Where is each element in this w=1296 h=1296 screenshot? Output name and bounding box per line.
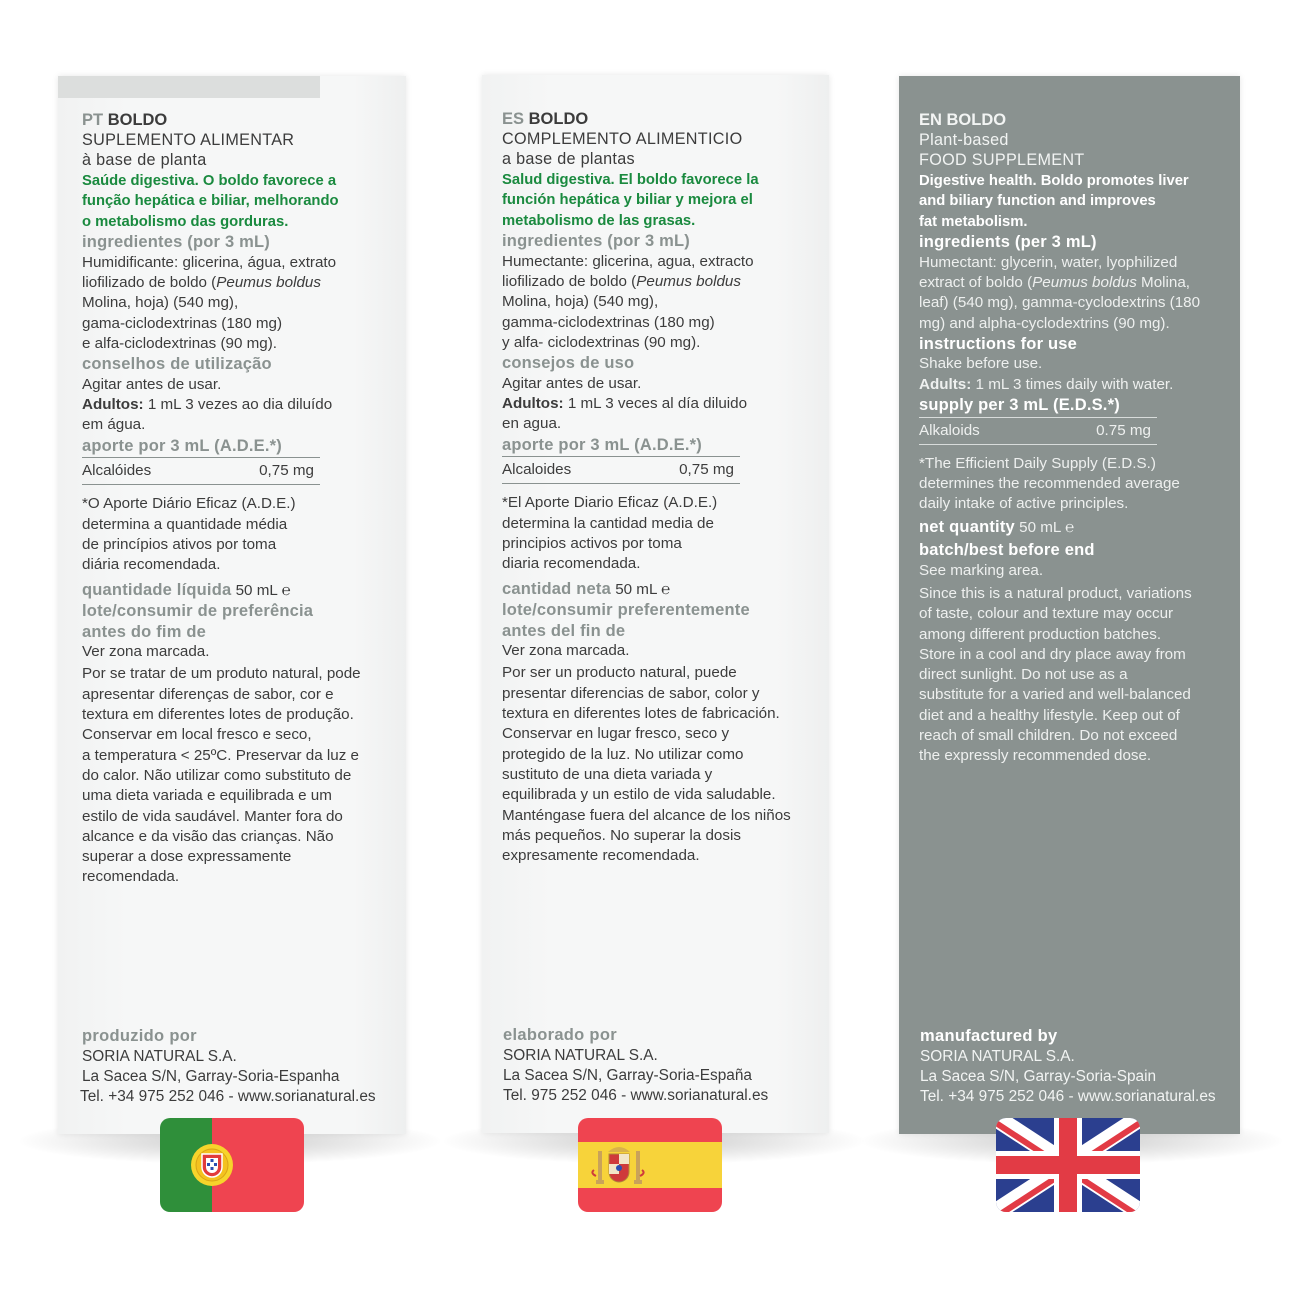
language-code: PT (82, 111, 104, 129)
note-line: *The Efficient Daily Supply (E.D.S.) (919, 454, 1156, 472)
product-subcategory: à base de planta (82, 151, 207, 170)
warning-line: Since this is a natural product, variations (919, 584, 1192, 602)
portugal-flag (160, 1118, 304, 1212)
warning-line: sustituto de una dieta variada y (502, 765, 713, 783)
net-quantity-label: net quantity (919, 517, 1015, 536)
manufacturer-name: SORIA NATURAL S.A. (503, 1046, 658, 1064)
supply-heading: supply per 3 mL (E.D.S.*) (919, 396, 1120, 414)
note-line: determina la cantidad media de (502, 514, 714, 532)
ingredients-heading: ingredientes (por 3 mL) (502, 232, 690, 251)
batch-heading-line: antes do fim de (82, 622, 207, 641)
note-line: *El Aporte Diario Eficaz (A.D.E.) (502, 494, 718, 512)
warning-line: of taste, colour and texture may occur (919, 605, 1174, 623)
manufacturer-contact: Tel. 975 252 046 - www.sorianatural.es (503, 1087, 769, 1104)
usage-line: en agua. (502, 415, 562, 433)
warning-line: estilo de vida saudável. Manter fora do (82, 807, 343, 825)
ingredients-heading: ingredientes (por 3 mL) (82, 233, 270, 252)
label-panel-en (899, 76, 1240, 1134)
adults-dose: 1 mL 3 times daily with water. (971, 375, 1174, 393)
note-line: determina a quantidade média (82, 515, 288, 533)
warning-text (502, 663, 815, 866)
warning-line: Conservar en lugar fresco, seco y (502, 725, 730, 743)
supply-heading: aporte por 3 mL (A.D.E.*) (502, 435, 702, 454)
product-title (502, 109, 815, 129)
batch-heading (919, 540, 1230, 561)
usage-text (82, 375, 392, 436)
warning-line: alcance e da visão das crianças. Não (82, 827, 334, 845)
product-name: BOLDO (528, 110, 589, 128)
adults-label: Adults: (919, 375, 972, 393)
batch-heading (82, 601, 392, 642)
panel-content (919, 110, 1230, 767)
net-quantity (502, 579, 815, 600)
manufacturer-name: SORIA NATURAL S.A. (82, 1047, 237, 1065)
ingredients-line: gamma-ciclodextrinas (180 mg) (502, 313, 715, 331)
claim-line: metabolismo de las grasas. (502, 212, 696, 229)
health-claim (919, 171, 1230, 232)
adults-label: Adultos: (502, 395, 564, 412)
batch-text: See marking area. (919, 561, 1044, 579)
claim-line: Salud digestiva. El boldo favorece la (502, 171, 759, 188)
note-line: diária recomendada. (82, 556, 221, 574)
usage-line (502, 394, 815, 414)
ingredients-text (919, 253, 1230, 334)
spain-flag (578, 1118, 722, 1212)
warning-line: textura em diferentes lotes de produção. (82, 706, 354, 724)
ingredients-line: extract of boldo (Peumus boldus Molina, (919, 273, 1191, 291)
ingredients-line: Molina, hoja) (540 mg), (502, 293, 659, 311)
ingredients-line: leaf) (540 mg), gamma-cyclodextrins (180 (919, 294, 1201, 312)
panel-content (502, 109, 815, 866)
claim-line: Digestive health. Boldo promotes liver (919, 172, 1189, 189)
ingredients-line: liofilizado de boldo (Peumus boldus (82, 273, 321, 291)
supply-table (919, 417, 1157, 445)
ingredients-line: Humectant: glycerin, water, lyophilized (919, 253, 1178, 271)
batch-heading-line: batch/best before end (919, 541, 1095, 560)
supply-table (502, 456, 740, 484)
claim-line: função hepática e biliar, melhorando (82, 193, 339, 210)
usage-heading: instructions for use (919, 334, 1078, 353)
label-panel-es (482, 75, 829, 1133)
ingredients-text (82, 253, 392, 354)
ingredients-heading: ingredients (per 3 mL) (919, 233, 1097, 252)
manufacturer-name: SORIA NATURAL S.A. (920, 1047, 1075, 1065)
ingredients-line: Molina, hoja) (540 mg), (82, 294, 239, 312)
manufacturer-heading: manufactured by (920, 1027, 1058, 1045)
ingredients-text (502, 252, 815, 353)
warning-line: among different production batches. (919, 625, 1162, 643)
product-name: BOLDO (946, 111, 1007, 129)
panel-content (82, 110, 392, 888)
adults-dose: 1 mL 3 vezes ao dia diluído (143, 396, 333, 413)
manufacturer-block (503, 1025, 821, 1106)
usage-line (919, 375, 1230, 395)
product-category: COMPLEMENTO ALIMENTICIO (502, 130, 743, 148)
batch-heading-line: antes del fin de (502, 621, 626, 640)
ingredients-line: Humidificante: glicerina, água, extrato (82, 253, 337, 271)
batch-heading (502, 600, 815, 641)
note-line: de princípios ativos por toma (82, 536, 277, 554)
supply-value: 0,75 mg (679, 461, 734, 479)
batch-text: Ver zona marcada. (502, 642, 630, 660)
net-quantity (919, 517, 1230, 538)
batch-text: Ver zona marcada. (82, 643, 210, 661)
language-code: EN (919, 111, 942, 129)
net-quantity-value: 50 mL ℮ (1014, 518, 1075, 536)
product-subcategory: a base de plantas (502, 150, 635, 169)
ade-note (502, 493, 815, 574)
net-quantity-label: cantidad neta (502, 579, 611, 598)
warning-line: apresentar diferenças de sabor, cor e (82, 685, 334, 703)
warning-line: a temperatura < 25ºC. Preservar da luz e (82, 746, 359, 764)
ingredients-line: Humectante: glicerina, agua, extracto (502, 252, 754, 270)
warning-line: Conservar em local fresco e seco, (82, 726, 312, 744)
manufacturer-address: La Sacea S/N, Garray-Soria-Spain (920, 1067, 1157, 1085)
supply-name: Alcaloides (502, 461, 572, 479)
label-panel-pt (58, 76, 406, 1134)
supply-heading: aporte por 3 mL (A.D.E.*) (82, 436, 282, 455)
batch-heading-line: lote/consumir preferentemente (502, 600, 750, 619)
warning-line: do calor. Não utilizar como substituto de (82, 766, 352, 784)
claim-line: o metabolismo das gorduras. (82, 213, 289, 230)
warning-line: Por se tratar de um produto natural, pode (82, 665, 361, 683)
product-category: SUPLEMENTO ALIMENTAR (82, 131, 295, 149)
manufacturer-address: La Sacea S/N, Garray-Soria-Espanha (82, 1067, 340, 1085)
note-line: daily intake of active principles. (919, 495, 1129, 513)
ingredients-line: mg) and alpha-cyclodextrins (90 mg). (919, 314, 1170, 332)
claim-line: función hepática y biliar y mejora el (502, 192, 753, 209)
health-claim (502, 170, 815, 231)
warning-line: substitute for a varied and well-balanced (919, 686, 1191, 704)
ingredients-line: y alfa- ciclodextrinas (90 mg). (502, 333, 701, 351)
united-kingdom-flag (996, 1118, 1140, 1212)
batch-heading-line: lote/consumir de preferência (82, 601, 314, 620)
supply-value: 0.75 mg (1096, 421, 1151, 439)
ingredients-line: liofilizado de boldo (Peumus boldus (502, 272, 741, 290)
botanical-name: Peumus boldus (1032, 273, 1137, 291)
warning-text (82, 664, 392, 887)
warning-line: superar a dose expressamente (82, 848, 292, 866)
warning-line: diet and a healthy lifestyle. Keep out of (919, 706, 1180, 724)
adults-dose: 1 mL 3 veces al día diluido (563, 395, 748, 412)
product-category: Plant-based (919, 131, 1009, 149)
ingredients-line: gama-ciclodextrinas (180 mg) (82, 314, 283, 332)
note-line: principios activos por toma (502, 535, 682, 553)
ingredients-line: e alfa-ciclodextrinas (90 mg). (82, 334, 277, 352)
manufacturer-heading: elaborado por (503, 1026, 617, 1044)
claim-line: and biliary function and improves (919, 193, 1156, 210)
top-bar (58, 76, 320, 98)
warning-line: direct sunlight. Do not use as a (919, 666, 1128, 684)
warning-line: Por ser un producto natural, puede (502, 664, 737, 682)
supply-name: Alcalóides (82, 462, 152, 480)
usage-line: Shake before use. (919, 355, 1043, 373)
warning-line: protegido de la luz. No utilizar como (502, 745, 744, 763)
language-code: ES (502, 110, 525, 128)
note-line: diaria recomendada. (502, 555, 641, 573)
note-line: *O Aporte Diário Eficaz (A.D.E.) (82, 495, 296, 513)
adults-label: Adultos: (82, 396, 144, 413)
product-title (919, 110, 1230, 130)
product-title (82, 110, 392, 130)
manufacturer-block (82, 1026, 398, 1107)
claim-line: Saúde digestiva. O boldo favorece a (82, 172, 337, 189)
warning-line: equilibrada y un estilo de vida saludable. (502, 786, 776, 804)
warning-text (919, 584, 1230, 767)
note-line: determines the recommended average (919, 475, 1180, 493)
net-quantity (82, 580, 392, 601)
warning-line: expresamente recomendada. (502, 847, 700, 865)
supply-value: 0,75 mg (259, 462, 314, 480)
usage-line (82, 395, 392, 415)
manufacturer-block (920, 1026, 1236, 1107)
manufacturer-heading: produzido por (82, 1027, 197, 1045)
warning-line: reach of small children. Do not exceed (919, 727, 1178, 745)
warning-line: Manténgase fuera del alcance de los niños (502, 806, 791, 824)
warning-line: recomendada. (82, 868, 180, 886)
usage-line: Agitar antes de usar. (502, 374, 642, 392)
warning-line: the expressly recommended dose. (919, 747, 1152, 765)
ade-note (82, 494, 392, 575)
manufacturer-address: La Sacea S/N, Garray-Soria-España (503, 1066, 752, 1084)
supply-table (82, 457, 320, 485)
usage-heading: conselhos de utilização (82, 355, 272, 374)
usage-text (919, 354, 1230, 395)
warning-line: más pequeños. No superar la dosis (502, 826, 741, 844)
claim-line: fat metabolism. (919, 213, 1028, 230)
product-name: BOLDO (107, 111, 168, 129)
warning-line: textura en diferentes lotes de fabricación. (502, 705, 780, 723)
usage-heading: consejos de uso (502, 354, 635, 373)
manufacturer-contact: Tel. +34 975 252 046 - www.sorianatural.es (80, 1088, 376, 1105)
product-subcategory: FOOD SUPPLEMENT (919, 151, 1085, 170)
usage-text (502, 374, 815, 435)
net-quantity-value: 50 mL ℮ (610, 580, 671, 598)
net-quantity-label: quantidade líquida (82, 580, 232, 599)
warning-line: uma dieta variada e equilibrada e um (82, 787, 332, 805)
botanical-name: Peumus boldus (636, 272, 741, 290)
manufacturer-contact: Tel. +34 975 252 046 - www.sorianatural.es (920, 1088, 1216, 1105)
usage-line: Agitar antes de usar. (82, 375, 222, 393)
usage-line: em água. (82, 416, 146, 434)
eds-note (919, 454, 1230, 515)
warning-line: Store in a cool and dry place away from (919, 645, 1186, 663)
warning-line: presentar diferencias de sabor, color y (502, 684, 760, 702)
net-quantity-value: 50 mL ℮ (231, 581, 291, 599)
supply-name: Alkaloids (919, 421, 980, 439)
health-claim (82, 171, 392, 232)
botanical-name: Peumus boldus (216, 273, 321, 291)
